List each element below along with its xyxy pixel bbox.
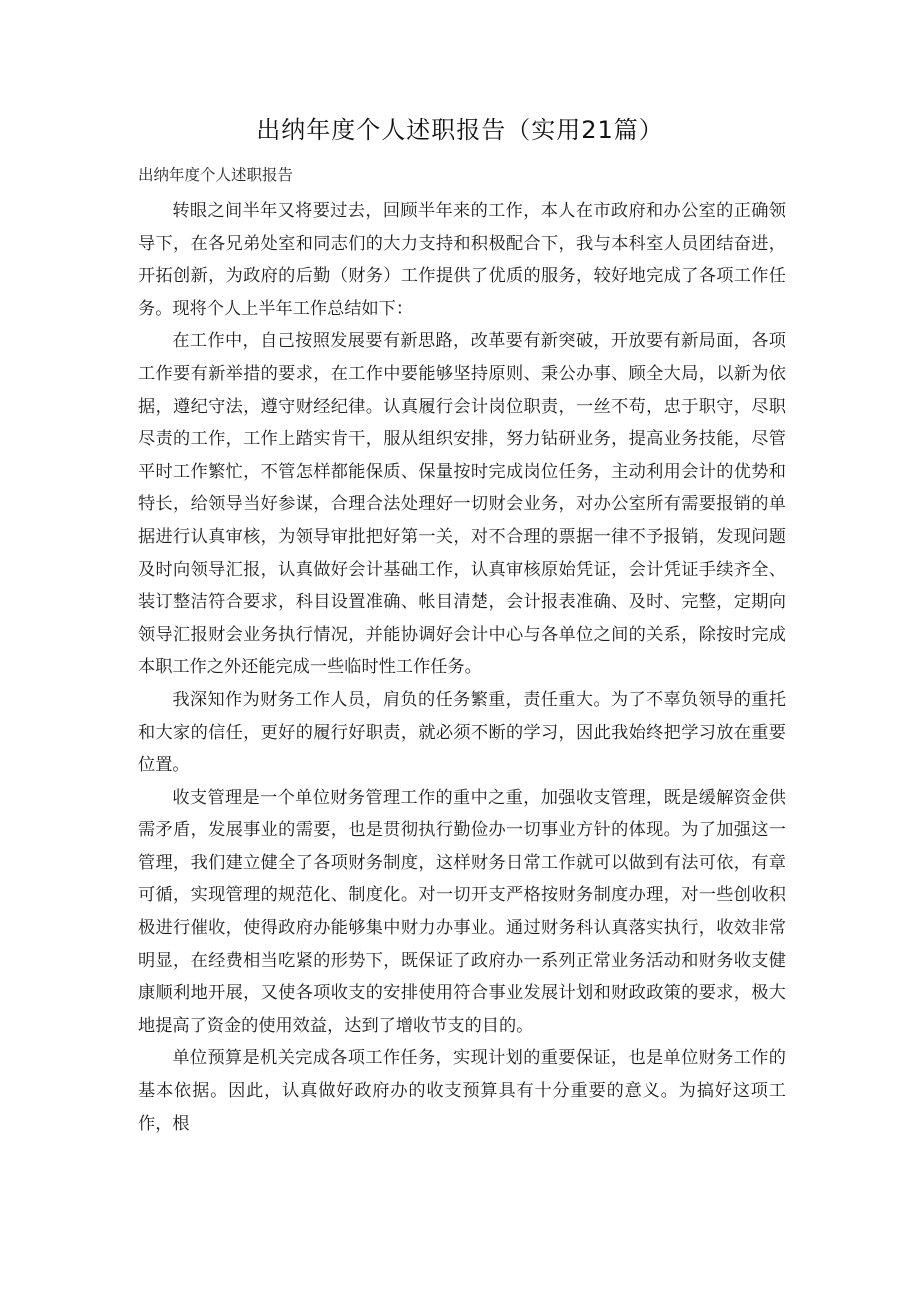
paragraph-2: 在工作中，自己按照发展要有新思路，改革要有新突破，开放要有新局面，各项工作要有新举措的要求，在工作中要能够坚持原则、秉公办事、顾全大局，以新为依据，遵纪守法，遵守财经纪律。认真履行会计岗位职责，一丝不苟，忠于职守，尽职尽责的工作，工作上踏实肯干，服从组织安排，努力钻研业务，提高业务技能，尽管平时工作繁忙，不管怎样都能保质、保量按时完成岗位任务，主动利用会计的优势和特长，给领导当好参谋，合理合法处理好一切财会业务，对办公室所有需要报销的单据进行认真审核，为领导审批把好第一关，对不合理的票据一律不予报销，发现问题及时向领导汇报，认真做好会计基础工作，认真审核原始凭证，会计凭证手续齐全、装订整洁符合要求，科目设置准确、帐目清楚，会计报表准确、及时、完整，定期向领导汇报财会业务执行情况，并能协调好会计中心与各单位之间的关系，除按时完成本职工作之外还能完成一些临时性工作任务。 xyxy=(138,331,786,678)
paragraph-4: 收支管理是一个单位财务管理工作的重中之重，加强收支管理，既是缓解资金供需矛盾，发展事业的需要，也是贯彻执行勤俭办一切事业方针的体现。为了加强这一管理，我们建立健全了各项财务制度，这样财务日常工作就可以做到有法可依，有章可循，实现管理的规范化、制度化。对一切开支严格按财务制度办理，对一些创收积极进行催收，使得政府办能够集中财力办事业。通过财务科认真落实执行，收效非常明显，在经费相当吃紧的形势下，既保证了政府办一系列正常业务活动和财务收支健康顺利地开展，又使各项收支的安排使用符合事业发展计划和财政政策的要求，极大地提高了资金的使用效益，达到了增收节支的目的。 xyxy=(138,787,786,1036)
paragraph-3: 我深知作为财务工作人员，肩负的任务繁重，责任重大。为了不辜负领导的重托和大家的信任，更好的履行好职责，就必须不断的学习，因此我始终把学习放在重要位置。 xyxy=(138,689,786,776)
document-body xyxy=(138,195,786,1140)
document-title: 出纳年度个人述职报告（实用21篇） xyxy=(256,116,664,144)
paragraph-1: 转眼之间半年又将要过去，回顾半年来的工作，本人在市政府和办公室的正确领导下，在各兄弟处室和同志们的大力支持和积极配合下，我与本科室人员团结奋进，开拓创新，为政府的后勤（财务）工作提供了优质的服务，较好地完成了各项工作任务。现将个人上半年工作总结如下： xyxy=(138,201,786,319)
document-subtitle: 出纳年度个人述职报告 xyxy=(138,166,294,184)
paragraph-5: 单位预算是机关完成各项工作任务，实现计划的重要保证，也是单位财务工作的基本依据。因此，认真做好政府办的收支预算具有十分重要的意义。为搞好这项工作，根 xyxy=(138,1048,786,1134)
